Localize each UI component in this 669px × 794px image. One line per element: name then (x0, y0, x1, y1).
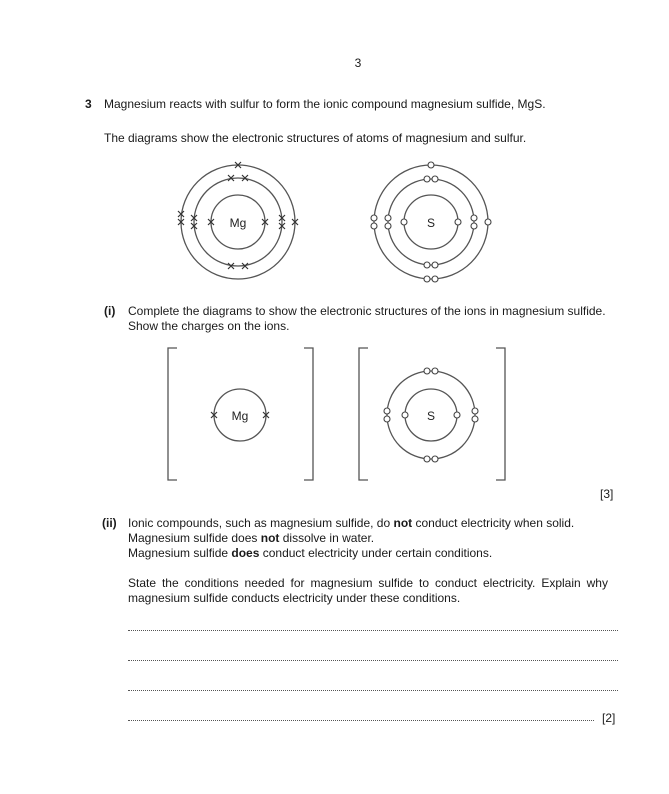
electron-dot (384, 408, 390, 414)
electron-dot (455, 219, 461, 225)
mg-atom-symbol: Mg (229, 216, 247, 230)
electron-dot (424, 456, 430, 462)
electron-dot (432, 262, 438, 268)
electron-dot (454, 412, 460, 418)
electron-dot (472, 408, 478, 414)
text: conduct electricity when solid. (412, 516, 575, 530)
s-atom-symbol: S (426, 216, 436, 230)
part-ii-label: (ii) (102, 516, 117, 530)
part-i-label: (i) (104, 304, 116, 318)
electron-dot (471, 215, 477, 221)
part-ii-prompt-1: State the conditions needed for magnesium sulfide to conduct electricity. Explain why (128, 576, 608, 590)
part-ii-statement-2 (128, 531, 374, 546)
mg-ion-symbol: Mg (231, 409, 249, 423)
electron-dot (385, 215, 391, 221)
part-ii-prompt-2: magnesium sulfide conducts electricity under these conditions. (128, 591, 461, 605)
text: Magnesium sulfide does (128, 531, 261, 545)
electron-dot (424, 276, 430, 282)
electron-dot (402, 412, 408, 418)
answer-line-1[interactable] (128, 630, 618, 631)
electron-dot (432, 276, 438, 282)
emphasis: not (260, 531, 280, 545)
text: Ionic compounds, such as magnesium sulfide, do (128, 516, 394, 530)
answer-line-3[interactable] (128, 690, 618, 691)
electron-dot (371, 215, 377, 221)
s-ion-right-bracket (496, 348, 505, 480)
part-ii-marks: [2] (602, 711, 616, 725)
electron-dot (384, 416, 390, 422)
electron-dot (432, 176, 438, 182)
text: dissolve in water. (279, 531, 375, 545)
part-i-instruction-2: Show the charges on the ions. (128, 319, 290, 333)
electron-dot (424, 176, 430, 182)
answer-line-4[interactable] (128, 720, 594, 721)
electron-dot (472, 416, 478, 422)
mg-ion-left-bracket (168, 348, 177, 480)
electron-dot (385, 223, 391, 229)
question-number: 3 (85, 97, 92, 111)
electron-dot (485, 219, 491, 225)
electron-dot (471, 223, 477, 229)
s-ion-left-bracket (359, 348, 368, 480)
answer-line-2[interactable] (128, 660, 618, 661)
diagram-caption: The diagrams show the electronic structures of atoms of magnesium and sulfur. (104, 131, 527, 145)
s-ion-symbol: S (426, 409, 436, 423)
text: conduct electricity under certain conditions. (259, 546, 493, 560)
part-i-instruction-1: Complete the diagrams to show the electronic structures of the ions in magnesium sulfide. (128, 304, 606, 318)
electron-dot (424, 368, 430, 374)
part-ii-statement-1 (128, 516, 574, 531)
text: Magnesium sulfide (128, 546, 232, 560)
mg-ion-right-bracket (304, 348, 313, 480)
part-i-marks: [3] (600, 487, 614, 501)
page-number: 3 (354, 56, 362, 70)
electron-dot (432, 368, 438, 374)
electron-dot (428, 162, 434, 168)
part-ii-statement-3 (128, 546, 492, 561)
electron-dot (401, 219, 407, 225)
emphasis: not (393, 516, 413, 530)
question-intro: Magnesium reacts with sulfur to form the ionic compound magnesium sulfide, MgS. (104, 97, 546, 111)
electron-dot (432, 456, 438, 462)
emphasis: does (231, 546, 260, 560)
electron-dot (371, 223, 377, 229)
electron-dot (424, 262, 430, 268)
